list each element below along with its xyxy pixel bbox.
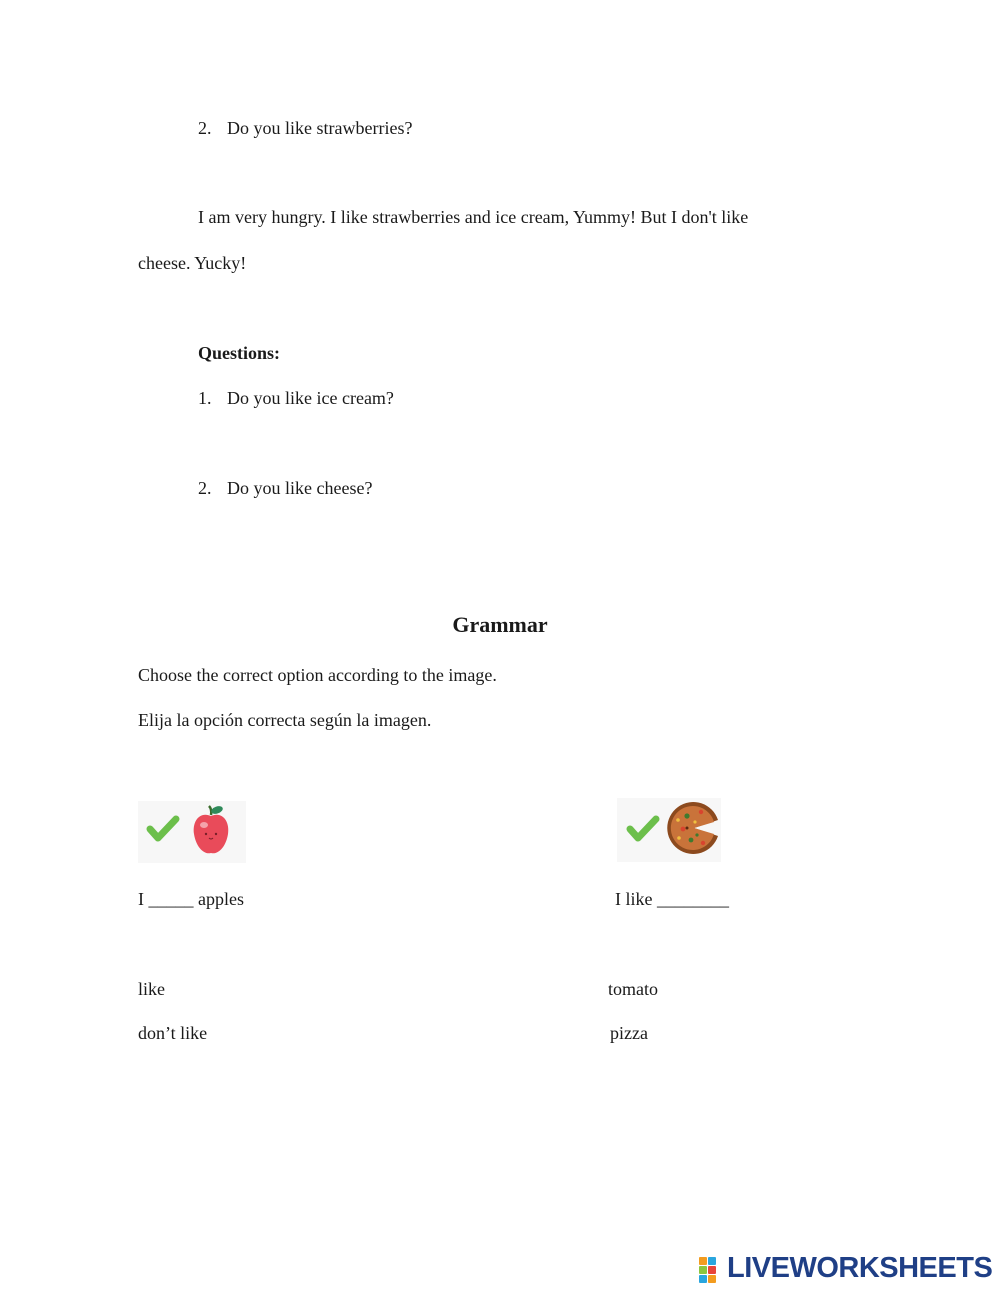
- questions-label: Questions:: [198, 343, 281, 363]
- instruction-english: Choose the correct option according to the image.: [138, 665, 497, 685]
- question-item-ice-cream: [198, 389, 394, 407]
- question-number: 2.: [198, 478, 212, 498]
- question-number: 2.: [198, 118, 212, 138]
- brand-name: LIVEWORKSHEETS: [727, 1252, 993, 1284]
- question-text: Do you like cheese?: [227, 478, 373, 498]
- item1-sentence: I _____ apples: [138, 889, 244, 909]
- item2-sentence: I like ________: [615, 889, 729, 909]
- liveworksheets-logo: [697, 1253, 997, 1287]
- question-item-cheese: [198, 479, 372, 497]
- item2-option-pizza[interactable]: pizza: [610, 1023, 648, 1043]
- question-text: Do you like strawberries?: [227, 118, 413, 138]
- grammar-title: Grammar: [452, 612, 548, 637]
- question-number: 1.: [198, 388, 212, 408]
- check-pizza-icon: [617, 798, 721, 862]
- instruction-spanish: Elija la opción correcta según la imagen.: [138, 710, 432, 730]
- reading-paragraph-line-2: cheese. Yucky!: [138, 253, 247, 273]
- item1-option-dont-like[interactable]: don’t like: [138, 1023, 208, 1043]
- item2-option-tomato[interactable]: tomato: [608, 979, 658, 999]
- question-item-strawberries: [198, 119, 412, 137]
- item1-option-like[interactable]: like: [138, 979, 165, 999]
- reading-paragraph-line-1: I am very hungry. I like strawberries and ice cream, Yummy! But I don't like: [198, 207, 749, 227]
- question-text: Do you like ice cream?: [227, 388, 394, 408]
- check-apple-icon: [138, 801, 246, 863]
